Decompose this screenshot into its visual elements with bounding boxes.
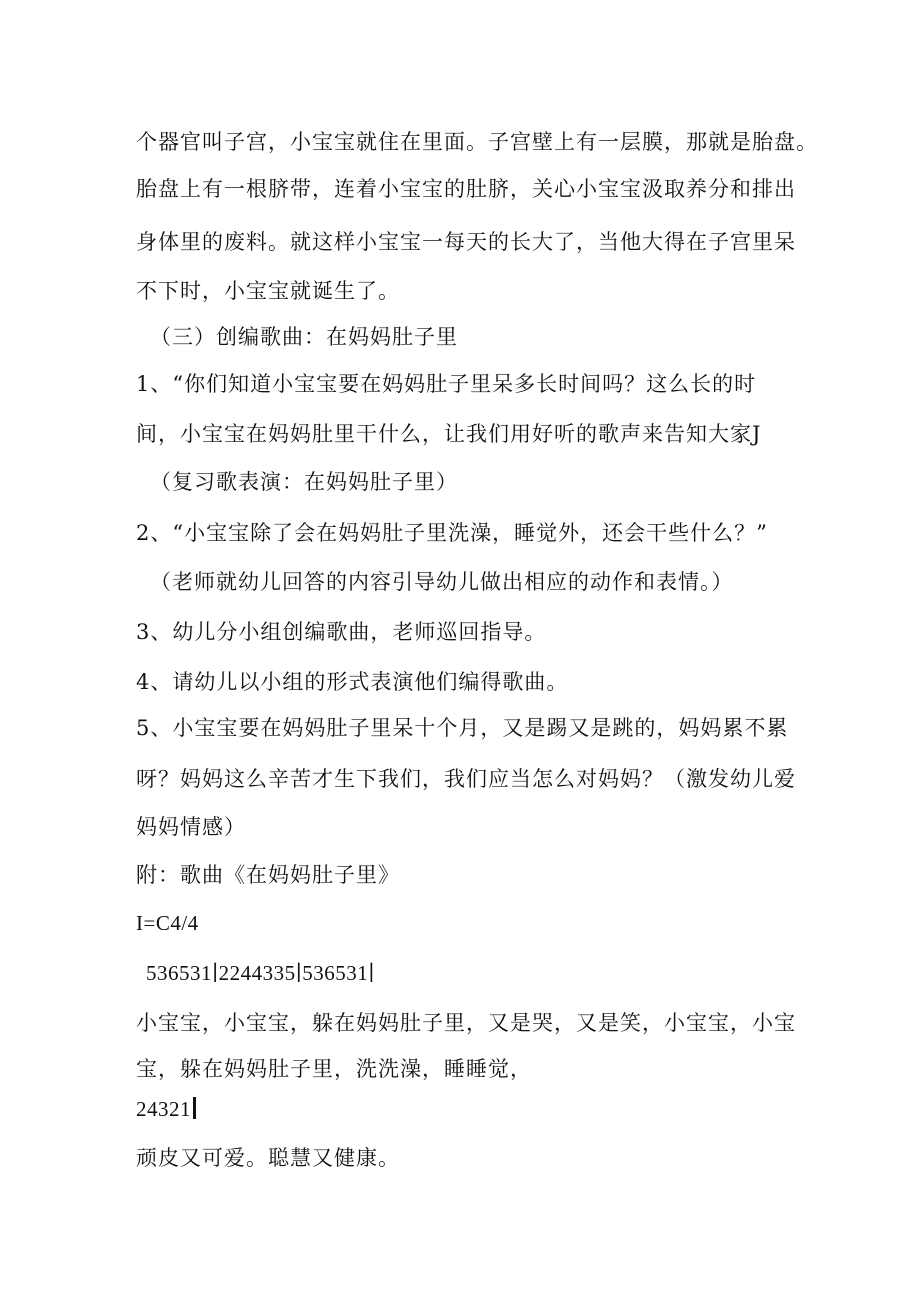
step-2-note: （老师就幼儿回答的内容引导幼儿做出相应的动作和表情。） bbox=[150, 570, 734, 594]
step-5-line-2: 呀？妈妈这么辛苦才生下我们，我们应当怎么对妈妈？（激发幼儿爱 bbox=[136, 767, 796, 791]
song-notation-1: 536531∣2244335∣536531∣ bbox=[146, 961, 375, 985]
step-2-line: 2、“小宝宝除了会在妈妈肚子里洗澡，睡觉外，还会干些什么？” bbox=[136, 521, 768, 545]
paragraph-line-3: 身体里的废料。就这样小宝宝一每天的长大了，当他大得在子宫里呆 bbox=[136, 230, 796, 254]
step-3-line: 3、幼儿分小组创编歌曲，老师巡回指导。 bbox=[136, 620, 547, 644]
paragraph-line-1: 个器官叫子宫，小宝宝就住在里面。子宫壁上有一层膜，那就是胎盘。 bbox=[136, 130, 818, 154]
step-5-line-1: 5、小宝宝要在妈妈肚子里呆十个月，又是踢又是跳的，妈妈累不累 bbox=[136, 716, 789, 740]
step-5-line-3: 妈妈情感） bbox=[136, 815, 246, 839]
paragraph-line-4: 不下时，小宝宝就诞生了。 bbox=[136, 279, 400, 303]
step-1-note: （复习歌表演：在妈妈肚子里） bbox=[150, 470, 458, 494]
section-heading: （三）创编歌曲：在妈妈肚子里 bbox=[150, 325, 458, 349]
song-key: I=C4/4 bbox=[136, 911, 199, 935]
step-4-line: 4、请幼儿以小组的形式表演他们编得歌曲。 bbox=[136, 670, 569, 694]
lyrics-line-2: 宝，躲在妈妈肚子里，洗洗澡，睡睡觉， bbox=[136, 1057, 532, 1081]
bar-line-mark bbox=[193, 1097, 196, 1119]
lyrics-line-3: 顽皮又可爱。聪慧又健康。 bbox=[136, 1146, 400, 1170]
song-notation-2-text: 24321 bbox=[136, 1097, 191, 1121]
lyrics-line-1: 小宝宝，小宝宝，躲在妈妈肚子里，又是哭，又是笑，小宝宝，小宝 bbox=[136, 1011, 796, 1035]
song-title: 附：歌曲《在妈妈肚子里》 bbox=[136, 863, 400, 887]
step-1-line-1: 1、“你们知道小宝宝要在妈妈肚子里呆多长时间吗？这么长的时 bbox=[136, 372, 757, 396]
paragraph-line-2: 胎盘上有一根脐带，连着小宝宝的肚脐，关心小宝宝汲取养分和排出 bbox=[136, 177, 796, 201]
step-1-line-2: 间，小宝宝在妈妈肚里干什么，让我们用好听的歌声来告知大家J bbox=[136, 422, 762, 446]
song-notation-2 bbox=[136, 1094, 196, 1124]
